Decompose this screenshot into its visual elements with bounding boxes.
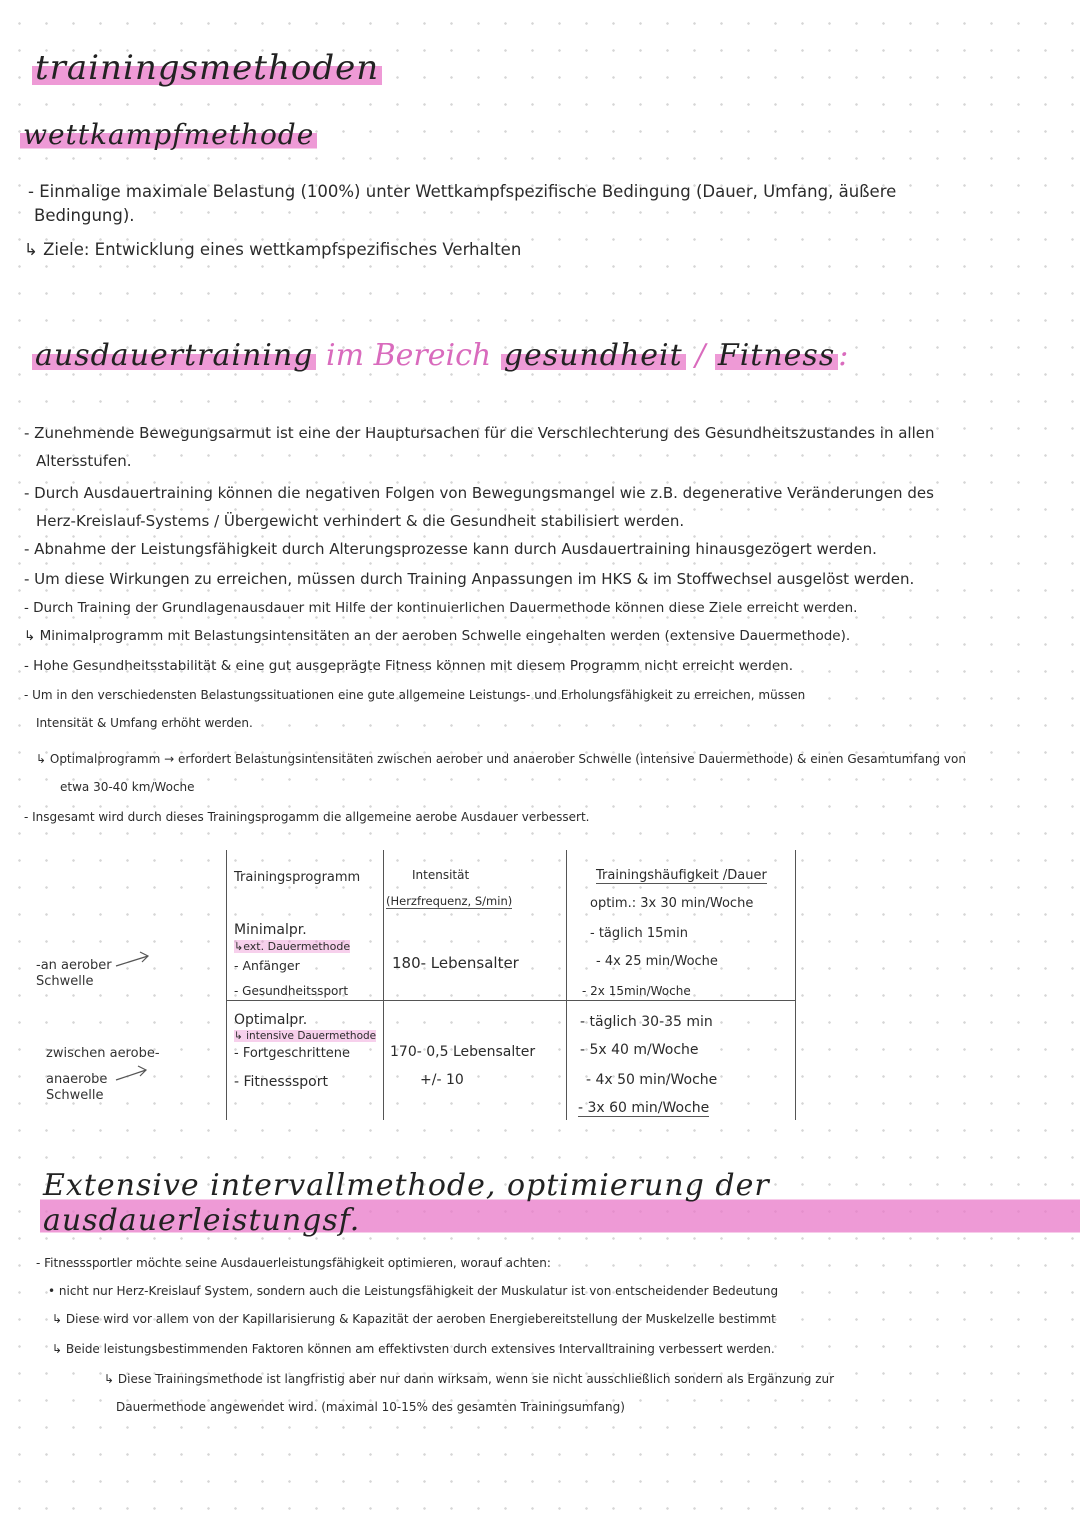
table-cell-program: Minimalpr. [234, 922, 307, 938]
text-line: - Um diese Wirkungen zu erreichen, müssen durch Training Anpassungen im HKS & im Stoffwechsel ausgelöst werden. [24, 570, 915, 588]
heading-word: Fitness [715, 338, 838, 373]
text-line: ↳ Minimalprogramm mit Belastungsintensitäten an der aeroben Schwelle eingehalten werden (extensive Dauermethode). [24, 628, 851, 644]
text-line: - Einmalige maximale Belastung (100%) unter Wettkampfspezifische Bedingung (Dauer, Umfang, äußere [28, 182, 897, 201]
text-line: - Fitnesssportler möchte seine Ausdauerleistungsfähigkeit optimieren, worauf achten: [36, 1256, 551, 1270]
text-line: ↳ Diese wird vor allem von der Kapillarisierung & Kapazität der aeroben Energiebereitstellung der Muskelzelle bestimmt [52, 1312, 776, 1326]
side-note-aerobe [36, 958, 112, 990]
table-header-intensity-unit: (Herzfrequenz, S/min) [386, 894, 513, 908]
text-line: ↳ Diese Trainingsmethode ist langfristig aber nur dann wirksam, wenn sie nicht ausschließlich sondern als Ergänzung zur [104, 1372, 835, 1386]
text-line: - Zunehmende Bewegungsarmut ist eine der Hauptursachen für die Verschlechterung des Gesundheitszustandes in allen [24, 424, 935, 442]
heading-word: im [325, 338, 365, 373]
text-line: Bedingung). [34, 206, 135, 225]
trainings-table [226, 850, 796, 1120]
side-note-arrows [112, 950, 232, 1090]
text-line: - Hohe Gesundheitsstabilität & eine gut ausgeprägte Fitness können mit diesem Programm nicht erreicht werden. [24, 658, 793, 674]
table-header-intensity: Intensität [412, 868, 470, 882]
text-line: - Durch Training der Grundlagenausdauer mit Hilfe der kontinuierlichen Dauermethode können diese Ziele erreicht werden. [24, 600, 858, 616]
side-note-line: Schwelle [36, 974, 94, 989]
section-heading-wettkampfmethode: wettkampfmethode [20, 118, 317, 151]
heading-word: Bereich [373, 338, 492, 373]
table-cell-frequency: - 4x 50 min/Woche [586, 1072, 718, 1088]
table-cell-frequency: - 5x 40 m/Woche [580, 1042, 699, 1058]
table-cell-intensity: 170- 0,5 Lebensalter [390, 1044, 536, 1060]
table-cell-frequency: - 2x 15min/Woche [582, 984, 691, 998]
side-note-line: -an aerober [36, 958, 112, 973]
section-heading-ausdauertraining [32, 338, 848, 373]
table-cell-program: - Gesundheitssport [234, 984, 349, 998]
table-cell-intensity: 180- Lebensalter [392, 954, 519, 972]
table-cell-program: ↳ext. Dauermethode [234, 940, 351, 953]
table-cell-frequency: - 3x 60 min/Woche [578, 1100, 710, 1116]
table-cell-program: - Anfänger [234, 958, 300, 973]
table-cell-program: Optimalpr. [234, 1012, 308, 1028]
text-line: ↳ Ziele: Entwicklung eines wettkampfspezifisches Verhalten [24, 240, 522, 259]
text-line: ↳ Beide leistungsbestimmenden Faktoren können am effektivsten durch extensives Intervalltraining verbessert werden. [52, 1342, 775, 1356]
page-title: trainingsmethoden [32, 48, 382, 88]
heading-word: ausdauertraining [32, 338, 316, 373]
table-cell-program: ↳ intensive Dauermethode [234, 1030, 377, 1042]
heading-word: gesundheit [501, 338, 686, 373]
table-cell-frequency: - 4x 25 min/Woche [596, 954, 718, 969]
heading-word: / [695, 338, 706, 373]
text-line: - Durch Ausdauertraining können die negativen Folgen von Bewegungsmangel wie z.B. degenerative Veränderungen des [24, 484, 934, 502]
text-line: Herz-Kreislauf-Systems / Übergewicht verhindert & die Gesundheit stabilisiert werden. [36, 512, 685, 530]
table-header-program: Trainingsprogramm [234, 870, 361, 885]
heading-word: : [838, 338, 849, 373]
text-line: - Insgesamt wird durch dieses Trainingsprogamm die allgemeine aerobe Ausdauer verbessert. [24, 810, 590, 824]
text-line: • nicht nur Herz-Kreislauf System, sondern auch die Leistungsfähigkeit der Muskulatur ist von entscheidender Bedeutung [48, 1284, 779, 1298]
section-heading-extensive-intervallmethode: Extensive intervallmethode, optimierung der ausdauerleistungsf. [40, 1168, 1080, 1238]
side-note-line: Schwelle [46, 1088, 104, 1103]
table-cell-program: - Fortgeschrittene [234, 1046, 351, 1061]
table-cell-frequency: optim.: 3x 30 min/Woche [590, 896, 754, 911]
table-cell-intensity: +/- 10 [420, 1072, 464, 1088]
table-cell-frequency: - täglich 15min [590, 926, 688, 941]
text-line: etwa 30-40 km/Woche [60, 780, 195, 794]
side-note-line: zwischen aerobe- [46, 1046, 160, 1061]
side-note-line: anaerobe [46, 1072, 108, 1087]
text-line: Intensität & Umfang erhöht werden. [36, 716, 253, 730]
text-line: Dauermethode angewendet wird. (maximal 10-15% des gesamten Trainingsumfang) [116, 1400, 625, 1414]
text-line: Altersstufen. [36, 452, 132, 470]
table-cell-program: - Fitnesssport [234, 1074, 328, 1090]
text-line: ↳ Optimalprogramm → erfordert Belastungsintensitäten zwischen aerober und anaerober Schwelle (intensive Dauermethode) & einen Gesamtumfang von [36, 752, 966, 766]
table-cell-frequency: - täglich 30-35 min [580, 1014, 713, 1030]
table-header-frequency: Trainingshäufigkeit /Dauer [596, 868, 767, 883]
text-line: - Um in den verschiedensten Belastungssituationen eine gute allgemeine Leistungs- und Erholungsfähigkeit zu erreichen, müssen [24, 688, 806, 702]
text-line: - Abnahme der Leistungsfähigkeit durch Alterungsprozesse kann durch Ausdauertraining hinausgezögert werden. [24, 540, 877, 558]
